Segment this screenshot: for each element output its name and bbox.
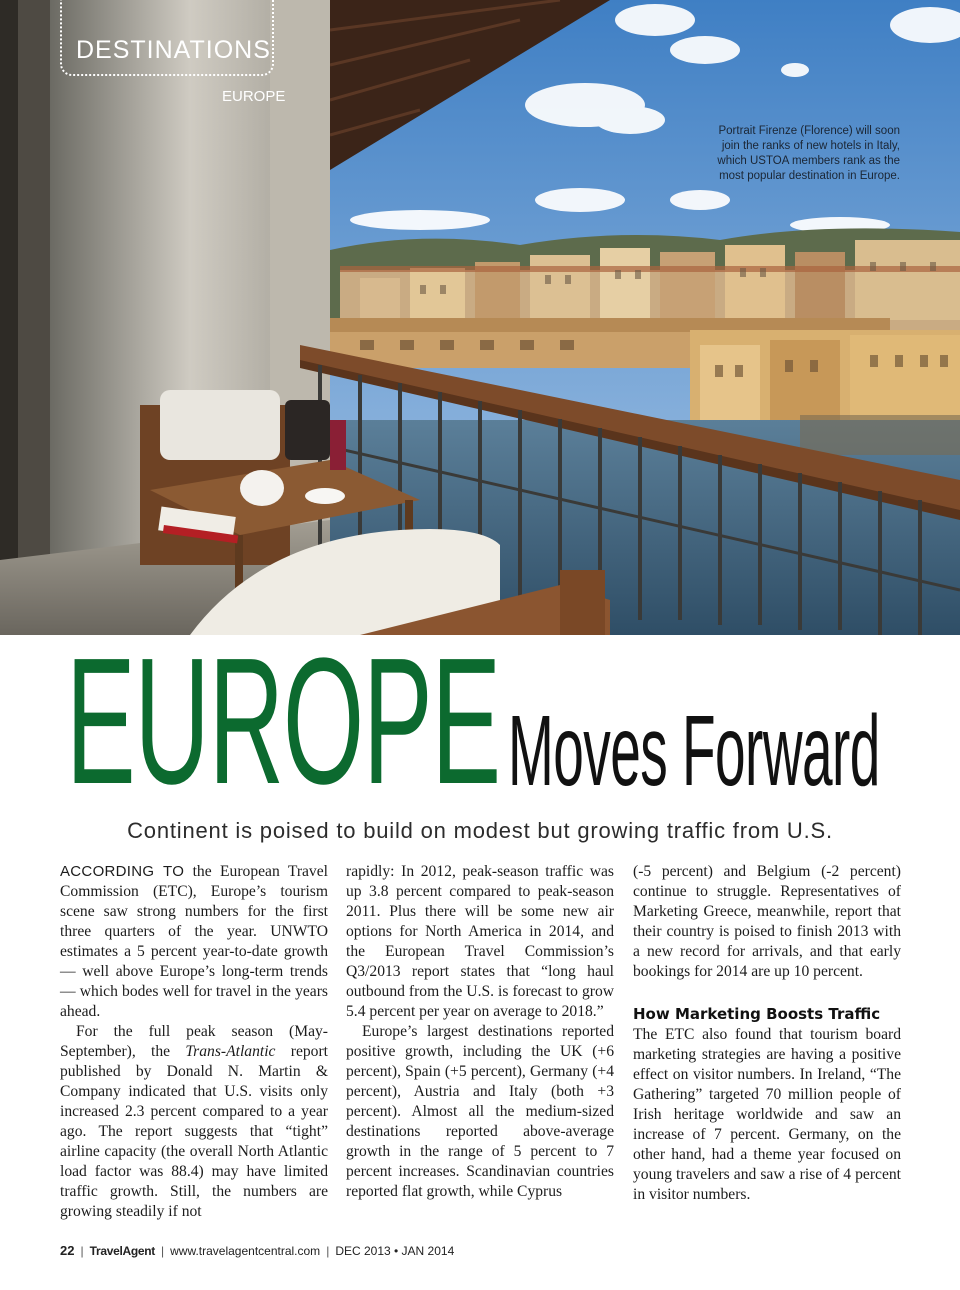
paragraph: rapidly: In 2012, peak-season traffic was up 3.8 percent compared to peak-season 2011. Plus there will be some new air options for North America in 2014, and the European Travel Commission’s Q3/2013 report states that “long haul outbound from the U.S. is forecast to grow 5.4 percent per year on average to 2018.” xyxy=(346,863,614,1020)
lead-in: ACCORDING TO xyxy=(60,863,185,880)
section-subtitle: EUROPE xyxy=(222,88,286,105)
photo-caption: Portrait Firenze (Florence) will soon join the ranks of new hotels in Italy, which USTOA members rank as the most popular destination in Europe. xyxy=(717,125,900,182)
paragraph: Europe’s largest destinations reported positive growth, including the UK (+6 percent), Spain (+5 percent), Germany (+4 percent), Austria and Italy (both +3 percent). Almost all the medium-sized destinations reported above-average growth in the range of 5 percent to 7 percent increases. Scandinavian countries reported flat growth, while Cyprus xyxy=(346,1023,614,1200)
subheading: How Marketing Boosts Traffic xyxy=(633,1005,881,1023)
issue-date: DEC 2013 • JAN 2014 xyxy=(335,1244,455,1258)
magazine-name: TravelAgent xyxy=(89,1244,155,1258)
paragraph: (-5 percent) and Belgium (-2 percent) continue to struggle. Representatives of Marketing Greece, meanwhile, report that their country is poised to finish 2013 with a new record for arrivals, and that early bookings for 2014 are up 10 percent. xyxy=(633,863,901,980)
website-url: www.travelagentcentral.com xyxy=(170,1244,321,1258)
report-title: Trans-Atlantic xyxy=(185,1043,276,1060)
article-column-2 xyxy=(346,862,614,1202)
article-column-3 xyxy=(633,862,901,1205)
paragraph xyxy=(60,1022,328,1222)
deck-subtitle: Continent is poised to build on modest but growing traffic from U.S. xyxy=(127,818,833,843)
headline-secondary: Moves Forward xyxy=(508,695,880,807)
paragraph xyxy=(60,862,328,1022)
paragraph: The ETC also found that tourism board marketing strategies are having a positive effect on visitor numbers. In Ireland, “The Gathering” targeted 70 million people of Irish heritage worldwide and saw an increase of 7 percent. Germany, on the other hand, had a theme year focused on young travelers and saw a rise of 4 percent in visitor numbers. xyxy=(633,1026,901,1203)
paragraph-text: the European Travel Commission (ETC), Europe’s tourism scene saw strong numbers for the first three quarters of the year. UNWTO estimates a 5 percent year-to-date growth — well above Europe’s long-term trends — which bodes well for travel in the years ahead. xyxy=(60,863,328,1020)
balcony-florence-illustration xyxy=(0,0,960,635)
article-column-1 xyxy=(60,862,328,1222)
page-footer: 22 | TravelAgent | www.travelagentcentral.com | DEC 2013 • JAN 2014 xyxy=(60,1243,455,1258)
page-number: 22 xyxy=(60,1243,75,1258)
paragraph-text: For the full peak season (May-September), the xyxy=(60,1023,328,1060)
paragraph-text: report published by Donald N. Martin & Company indicated that U.S. visits only increased 2.3 percent compared to a year ago. The report suggests that “tight” airline capacity (the overall North Atlantic load factor was 88.4) may have limited traffic growth. Still, the numbers are growing steadily if not xyxy=(60,1043,328,1220)
hero-photo xyxy=(0,0,960,635)
headline-main: EUROPE xyxy=(66,621,500,822)
section-title: DESTINATIONS xyxy=(76,36,271,64)
